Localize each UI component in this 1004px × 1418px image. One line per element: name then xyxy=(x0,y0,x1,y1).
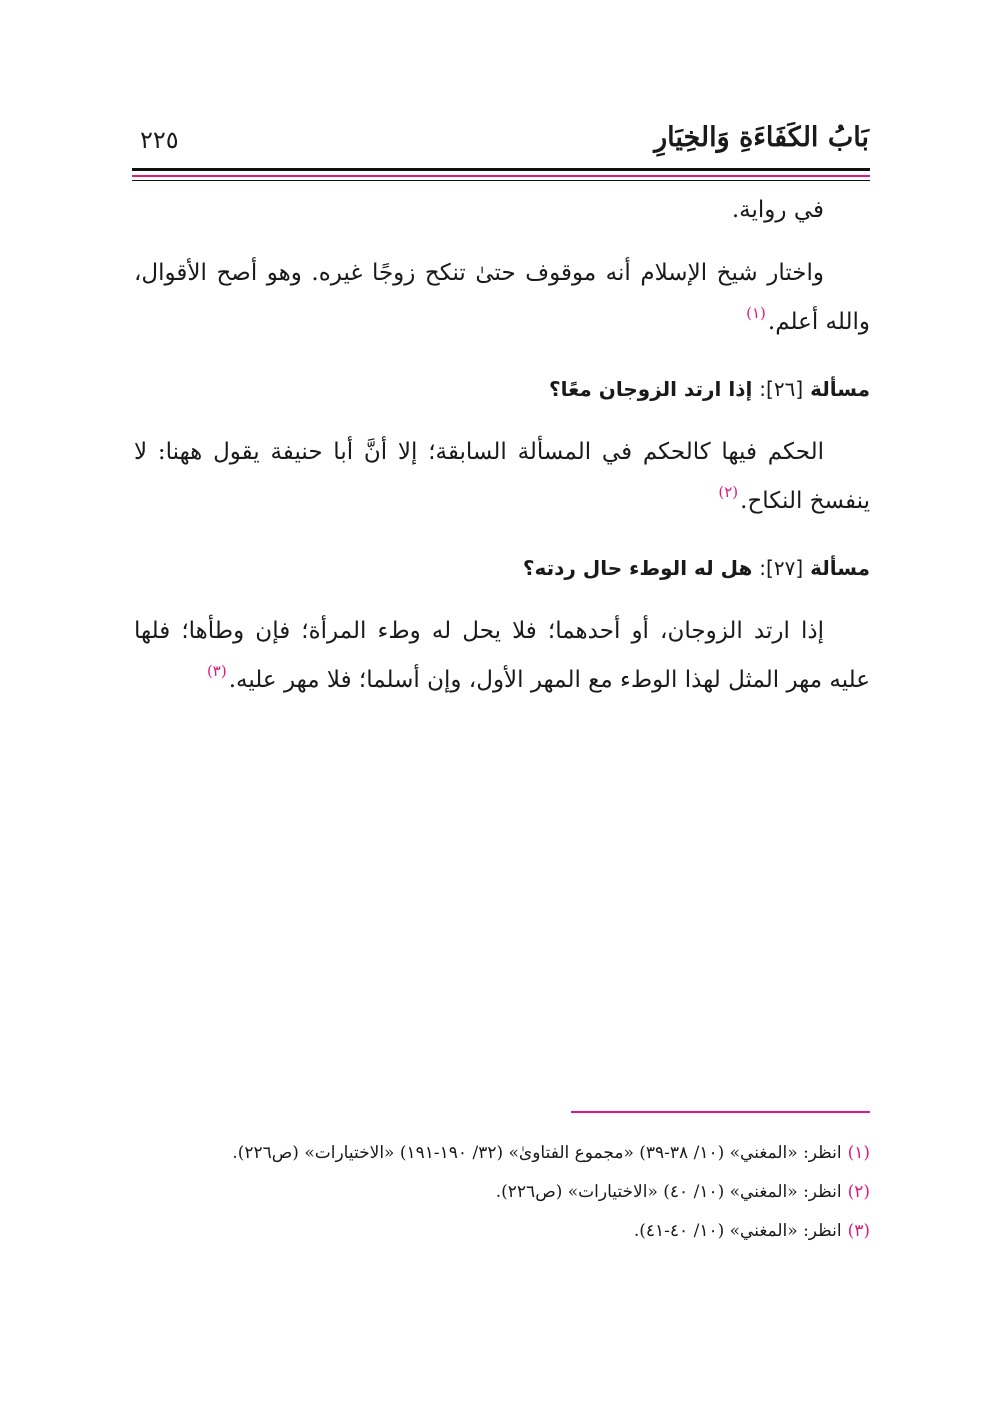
footnote-ref-1[interactable]: (١) xyxy=(746,304,766,322)
footnote-ref-3[interactable]: (٣) xyxy=(206,662,227,680)
footnote-2 xyxy=(134,1177,870,1208)
paragraph-2-text: واختار شيخ الإسلام أنه موقوف حتىٰ تنكح زوجًا غيره. وهو أصح الأقوال، والله أعلم. xyxy=(134,260,870,335)
question-27-title: هل له الوطء حال ردته؟ xyxy=(522,556,753,580)
question-26-title: إذا ارتد الزوجان معًا؟ xyxy=(549,377,753,401)
running-head xyxy=(132,118,869,162)
footnote-3-text: انظر: «المغني» (١٠/ ٤٠-٤١). xyxy=(633,1221,842,1241)
paragraph-4-text: إذا ارتد الزوجان، أو أحدهما؛ فلا يحل له وطء المرأة؛ فإن وطأها؛ فلها عليه مهر المثل لهذا الوطء مع المهر الأول، وإن أسلما؛ فلا مهر عليه. xyxy=(134,618,870,693)
header-rule-thin xyxy=(132,180,870,181)
footnote-3-number: (٣) xyxy=(847,1221,870,1241)
footnote-1-text: انظر: «المغني» (١٠/ ٣٨-٣٩) «مجموع الفتاوىٰ» (٣٢/ ١٩٠-١٩١) «الاختيارات» (ص٢٢٦). xyxy=(232,1143,842,1163)
main-text xyxy=(134,186,870,705)
paragraph-1 xyxy=(134,186,870,235)
question-26-label: مسألة xyxy=(810,377,870,401)
question-27-heading xyxy=(134,544,870,593)
question-26-number: [٢٦]: xyxy=(759,377,804,401)
footnote-separator xyxy=(571,1111,870,1113)
page-number: ٢٢٥ xyxy=(140,126,179,154)
header-rule-accent xyxy=(132,175,870,177)
footnotes xyxy=(134,1138,870,1255)
paragraph-2 xyxy=(134,249,870,347)
footnote-ref-2[interactable]: (٢) xyxy=(718,483,739,501)
header-rule-thick xyxy=(132,168,870,171)
paragraph-3-text: الحكم فيها كالحكم في المسألة السابقة؛ إلا أنَّ أبا حنيفة يقول ههنا: لا ينفسخ النكاح. xyxy=(134,439,870,514)
question-27-number: [٢٧]: xyxy=(759,556,804,580)
question-27-label: مسألة xyxy=(810,556,870,580)
footnote-1-number: (١) xyxy=(847,1143,870,1163)
footnote-2-number: (٢) xyxy=(847,1182,870,1202)
footnote-2-text: انظر: «المغني» (١٠/ ٤٠) «الاختيارات» (ص٢٢٦). xyxy=(495,1182,842,1202)
paragraph-3 xyxy=(134,428,870,526)
paragraph-1-text: في رواية. xyxy=(731,197,824,223)
question-26-heading xyxy=(134,365,870,414)
chapter-title: بَابُ الكَفَاءَةِ وَالخِيَارِ xyxy=(654,122,869,153)
paragraph-4 xyxy=(134,607,870,705)
footnote-1 xyxy=(134,1138,870,1169)
footnote-3 xyxy=(134,1216,870,1247)
